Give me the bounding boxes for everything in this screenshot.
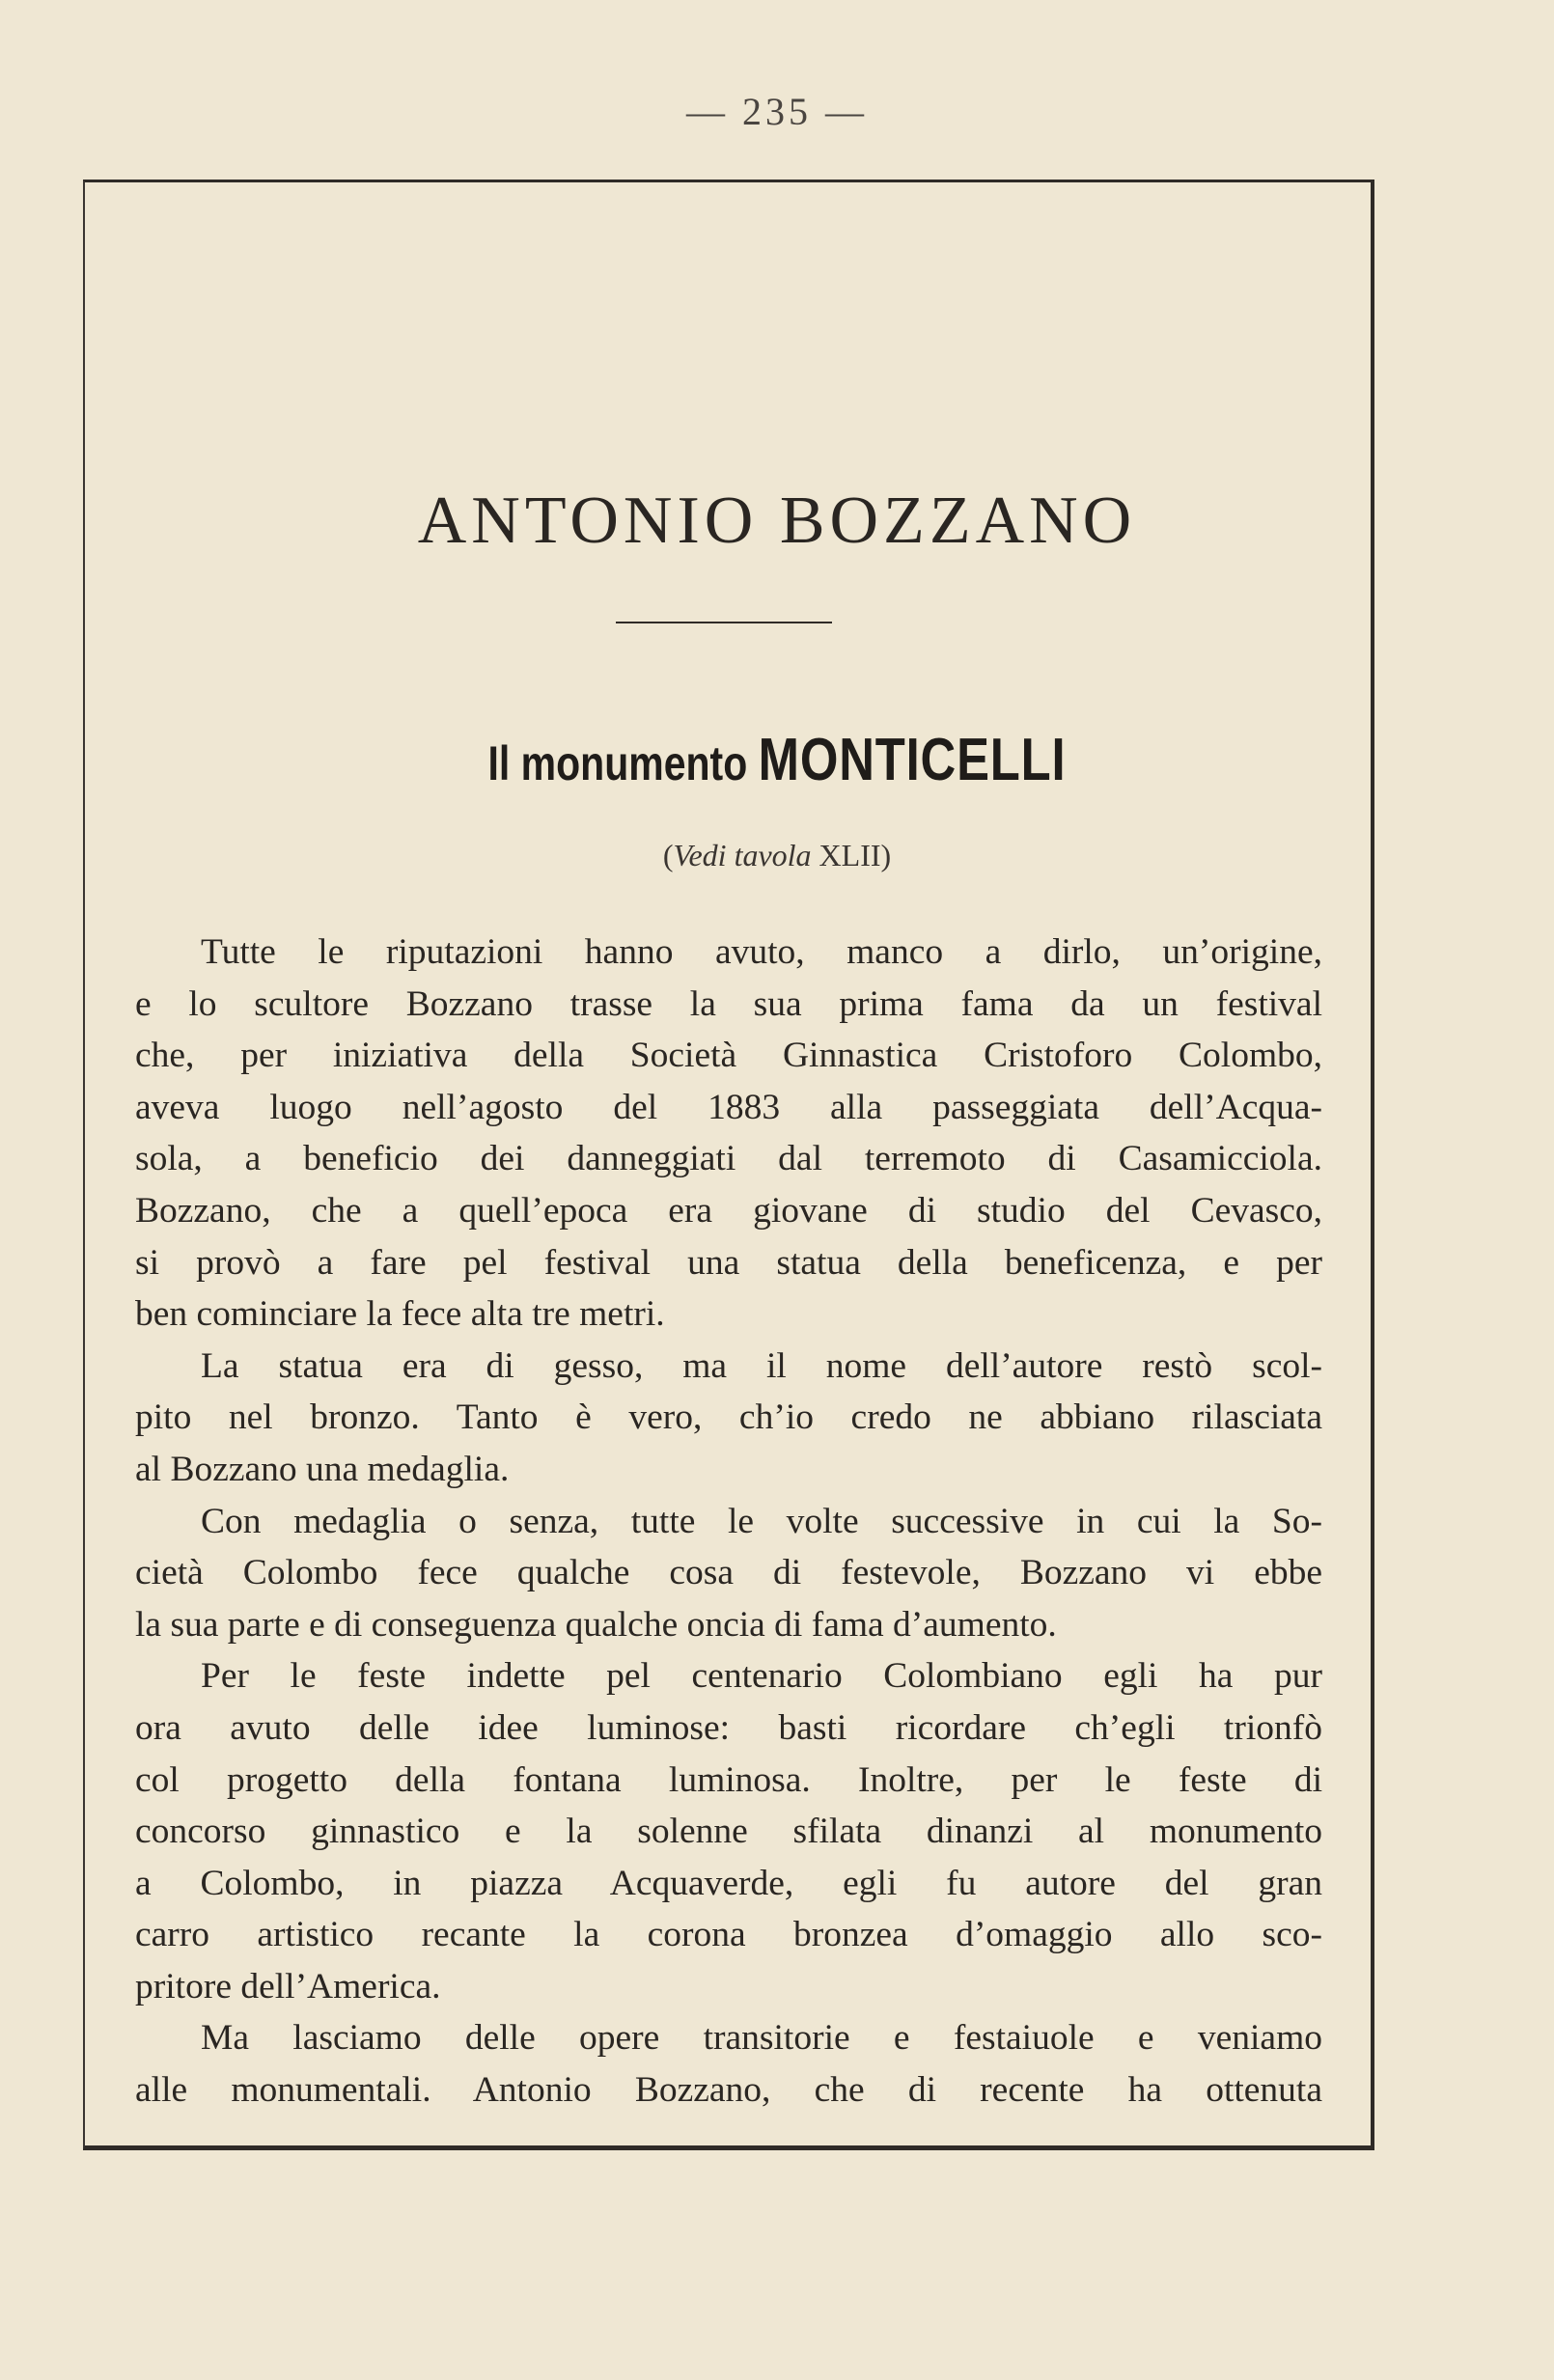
text-line: sola, a beneficio dei danneggiati dal terremoto di Casamicciola. <box>135 1139 1322 1179</box>
text-line: Bozzano, che a quell’epoca era giovane di studio del Cevasco, <box>135 1190 1322 1231</box>
text-line: Per le feste indette pel centenario Colombiano egli ha pur <box>201 1656 1322 1697</box>
text-line: pito nel bronzo. Tanto è vero, ch’io credo ne abbiano rilasciata <box>135 1398 1322 1438</box>
text-line: La statua era di gesso, ma il nome dell’autore restò scol- <box>201 1345 1322 1386</box>
section-subtitle <box>140 726 1414 794</box>
text-line: che, per iniziativa della Società Ginnastica Cristoforo Colombo, <box>135 1036 1322 1076</box>
title-divider <box>616 622 832 623</box>
text-line: Ma lasciamo delle opere transitorie e festaiuole e veniamo <box>201 2018 1322 2059</box>
text-line: si provò a fare pel festival una statua della beneficenza, e per <box>135 1242 1322 1283</box>
text-line: a Colombo, in piazza Acquaverde, egli fu autore del gran <box>135 1863 1322 1903</box>
text-line: al Bozzano una medaglia. <box>135 1449 510 1489</box>
reference-numeral: XLII <box>819 838 881 872</box>
text-line: Tutte le riputazioni hanno avuto, manco a dirlo, un’origine, <box>201 932 1322 972</box>
text-line: la sua parte e di conseguenza qualche oncia di fama d’aumento. <box>135 1604 1057 1645</box>
text-line: cietà Colombo fece qualche cosa di festevole, Bozzano vi ebbe <box>135 1553 1322 1593</box>
text-line: pritore dell’America. <box>135 1966 441 2006</box>
text-line: alle monumentali. Antonio Bozzano, che di recente ha ottenuta <box>135 2070 1322 2111</box>
plate-reference <box>0 838 1554 873</box>
text-line: ora avuto delle idee luminose: basti ricordare ch’egli trionfò <box>135 1707 1322 1748</box>
reference-italic-text: Vedi tavola <box>673 838 812 872</box>
text-line: e lo scultore Bozzano trasse la sua prima fama da un festival <box>135 983 1322 1024</box>
subtitle-prefix: Il monumento <box>487 736 748 790</box>
reference-close-paren: ) <box>880 838 892 872</box>
text-line: concorso ginnastico e la solenne sfilata dinanzi al monumento <box>135 1812 1322 1852</box>
page-number: — 235 — <box>686 90 868 133</box>
text-line: Con medaglia o senza, tutte le volte successive in cui la So- <box>201 1501 1322 1541</box>
reference-open-paren: ( <box>662 838 674 872</box>
body-text <box>135 927 1322 2117</box>
subtitle-name: MONTICELLI <box>758 727 1067 793</box>
text-line: carro artistico recante la corona bronzea d’omaggio allo sco- <box>135 1915 1322 1955</box>
text-line: col progetto della fontana luminosa. Inoltre, per le feste di <box>135 1759 1322 1800</box>
text-line: aveva luogo nell’agosto del 1883 alla passeggiata dell’Acqua- <box>135 1087 1322 1127</box>
article-title: ANTONIO BOZZANO <box>417 484 1137 558</box>
text-line: ben cominciare la fece alta tre metri. <box>135 1294 665 1335</box>
